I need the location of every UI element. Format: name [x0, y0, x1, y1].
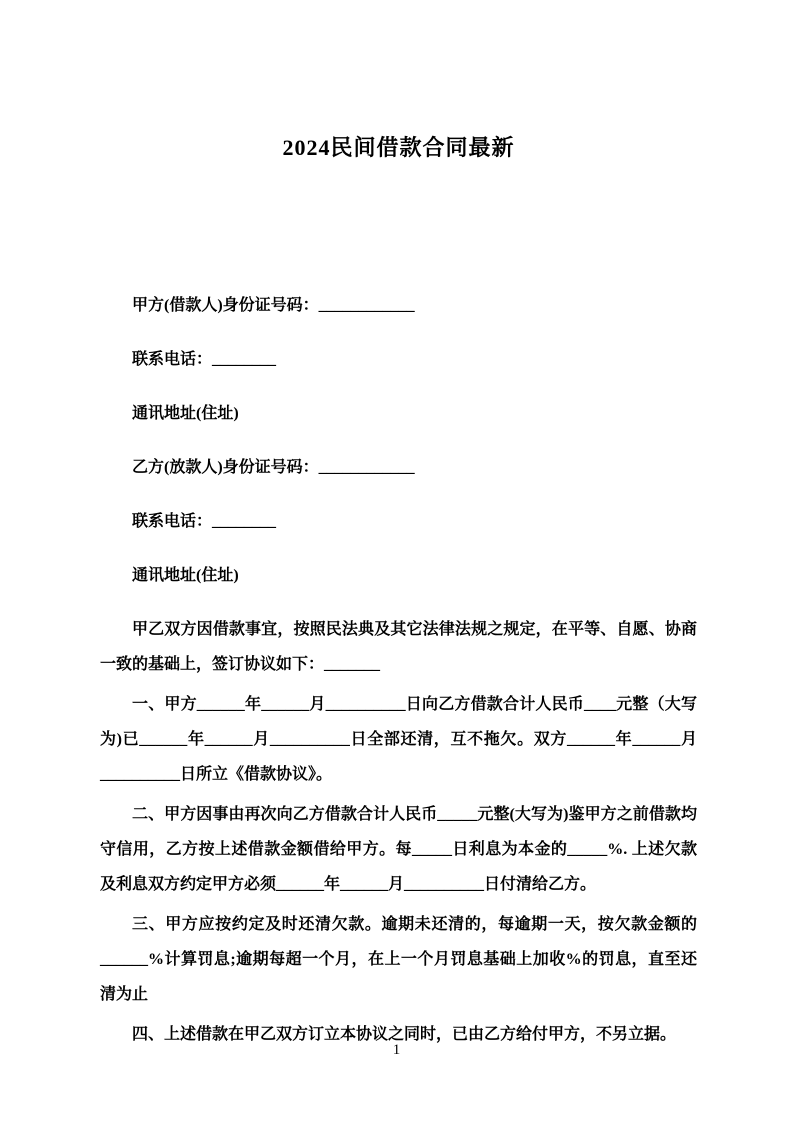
- clause-2-paragraph: 二、甲方因事由再次向乙方借款合计人民币_____元整(大写为)鉴甲方之前借款均守信用，乙方按上述借款金额借给甲方。每_____日利息为本金的_____%. 上述欠款及利息双方约定甲方必须______年______月__________日付清给乙方。: [100, 806, 697, 893]
- party-b-phone-line: 联系电话：________: [132, 513, 277, 530]
- preamble-paragraph: 甲乙双方因借款事宜，按照民法典及其它法律法规之规定，在平等、自愿、协商一致的基础上，签订协议如下：_______: [100, 621, 697, 673]
- clause-1-paragraph: 一、甲方______年______月__________日向乙方借款合计人民币____元整（大写为)已______年______月__________日全部还清，互不拖欠。双方______年______月__________日所立《借款协议》。: [100, 696, 697, 783]
- party-a-address-line: 通讯地址(住址): [132, 405, 239, 422]
- clause-3-paragraph: 三、甲方应按约定及时还清欠款。逾期未还清的，每逾期一天，按欠款金额的______%计算罚息;逾期每超一个月，在上一个月罚息基础上加收%的罚息，直至还清为止: [100, 916, 697, 1003]
- party-b-id-line: 乙方(放款人)身份证号码：____________: [132, 459, 415, 476]
- party-a-id-line: 甲方(借款人)身份证号码：____________: [132, 297, 415, 314]
- document-content: [0, 132, 793, 1052]
- clause-4-paragraph: 四、上述借款在甲乙双方订立本协议之同时，已由乙方给付甲方，不另立据。: [132, 1026, 677, 1043]
- party-a-phone-line: 联系电话：________: [132, 351, 277, 368]
- page-number: 1: [392, 1042, 401, 1058]
- document-title: 2024民间借款合同最新: [282, 135, 515, 160]
- party-b-address-line: 通讯地址(住址): [132, 567, 239, 584]
